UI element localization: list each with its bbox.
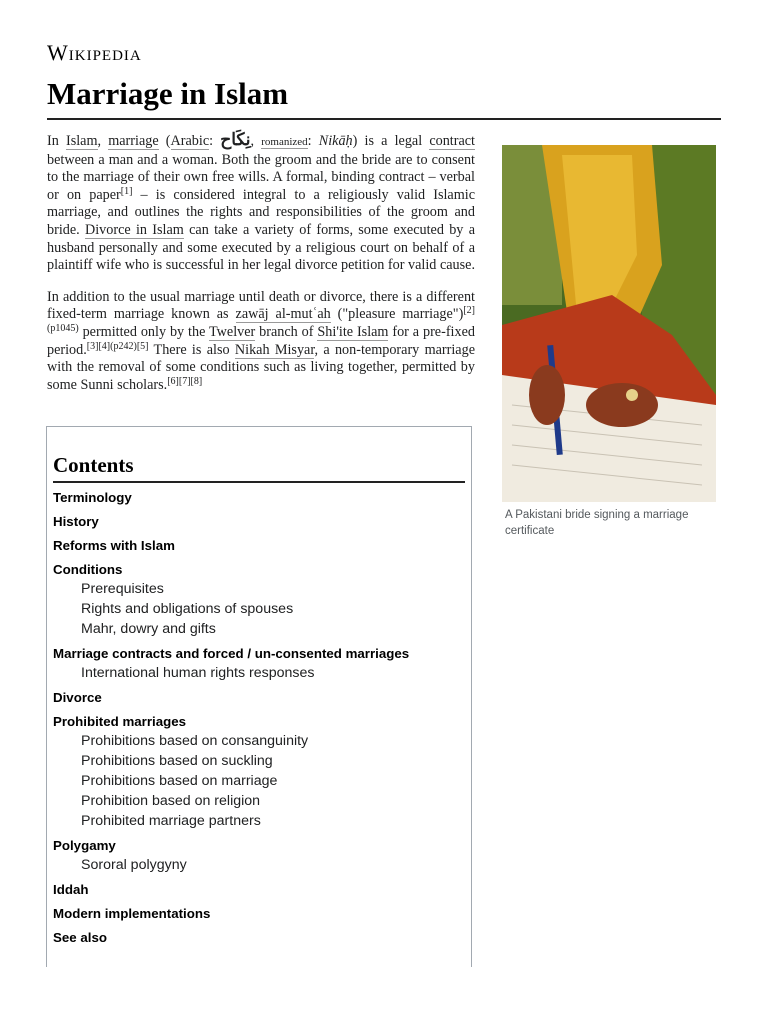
toc-item [53,837,471,875]
toc-link[interactable]: Terminology [53,490,132,505]
photo-illustration [502,145,716,502]
ref-4[interactable]: [4] [98,340,111,352]
toc-item [53,929,471,947]
text: ( [158,133,171,149]
toc-link[interactable]: Conditions [53,562,123,577]
text: There is also [148,341,235,358]
toc-title: Contents [53,453,465,483]
arabic-term: نِكَاح [220,130,251,149]
link-arabic[interactable]: Arabic [170,133,210,149]
toc-link[interactable]: History [53,514,99,529]
toc-sublist [53,731,471,831]
link-nikah-misyar[interactable]: Nikah Misyar [234,341,315,358]
toc-subitem[interactable]: Prerequisites [81,581,164,597]
toc-item [53,489,471,507]
intro-paragraph-1 [47,131,475,275]
ref-2-page: (p1045) [47,322,79,334]
toc-subitem[interactable]: Prohibition based on religion [81,793,261,809]
text: In [47,133,66,149]
toc-sublist [53,855,471,875]
toc-link[interactable]: Marriage contracts and forced / un-consented marriages [53,646,410,661]
ref-3[interactable]: [3] [86,340,99,352]
toc-subitem[interactable]: Mahr, dowry and gifts [81,621,216,637]
text: branch of [255,323,318,340]
toc-link[interactable]: Reforms with Islam [53,538,175,553]
toc-link[interactable]: Divorce [53,690,102,705]
toc-subitem[interactable]: International human rights responses [81,665,315,681]
text: – is considered integral to a religiously valid Islamic marriage, and outlines the rights and responsibilities of the groom and bride. [47,186,475,238]
photo-caption: A Pakistani bride signing a marriage certificate [505,509,689,537]
toc-list [53,489,471,947]
toc-subitem[interactable]: Prohibitions based on suckling [81,753,273,769]
toc-item [53,561,471,639]
toc-item [53,905,471,923]
toc-link[interactable]: Polygamy [53,838,116,853]
bride-signing-photo[interactable] [502,145,716,502]
ref-4-page: (p242) [110,340,137,352]
text: : [209,133,221,149]
text: ) is a legal [352,133,430,149]
toc-link[interactable]: See also [53,930,107,945]
text: In addition to the usual marriage until death or divorce, there is a different fixed-term marriage known as [47,288,475,323]
link-shiite-islam[interactable]: Shi'ite Islam [317,323,389,340]
toc-sublist [53,663,471,683]
toc-subitem[interactable]: Prohibitions based on marriage [81,773,278,789]
toc-item [53,689,471,707]
toc-item [53,713,471,831]
text: can take a variety of forms, some executed by a husband personally and some executed by a religious court on behalf of a plaintiff wife who is successful in her legal divorce petition for valid cause. [47,221,475,274]
text: ("pleasure marriage") [330,306,464,323]
intro-paragraph-2 [47,289,475,395]
ref-5[interactable]: [5] [136,340,149,352]
toc-sublist [53,579,471,639]
text: , [97,133,109,149]
text: : [307,133,319,149]
toc-item [53,513,471,531]
toc-item [53,645,471,683]
ref-2-num[interactable]: [2] [463,305,475,317]
toc-item [53,881,471,899]
toc-subitem[interactable]: Prohibitions based on consanguinity [81,733,309,749]
link-contract[interactable]: contract [429,133,475,149]
text: , [250,133,262,149]
link-zawaj-al-mutah[interactable]: zawāj al-mutʿah [235,306,331,323]
ref-1[interactable]: [1] [120,185,133,197]
article-body [47,131,475,408]
wikipedia-wordmark[interactable]: Wikipedia [47,40,142,65]
ref-3-4-5[interactable] [87,341,149,352]
infobox [502,145,716,539]
toc-link[interactable]: Prohibited marriages [53,714,187,729]
text: between a man and a woman. Both the groom and the bride are to consent to the marriage of their own free wills. A formal, binding contract – verbal or on paper [47,151,475,203]
link-islam[interactable]: Islam [65,133,98,149]
ref-6-7-8[interactable]: [6][7][8] [167,375,203,387]
toc-subitem[interactable]: Prohibited marriage partners [81,813,261,829]
toc-item [53,537,471,555]
link-marriage[interactable]: marriage [108,133,159,149]
link-romanized[interactable]: romanized [261,136,308,148]
table-of-contents [46,426,472,967]
link-divorce-in-islam[interactable]: Divorce in Islam [84,221,184,238]
romanized-term: Nikāḥ [318,133,353,149]
text: , a non-temporary marriage with the removal of some conditions such as living together, permitted by some Sunni scholars. [47,341,475,393]
text: permitted only by the [78,323,209,340]
toc-subitem[interactable]: Sororal polygyny [81,857,187,873]
toc-link[interactable]: Iddah [53,882,89,897]
link-twelver[interactable]: Twelver [209,323,256,340]
text: for a pre-fixed period. [47,323,475,358]
toc-link[interactable]: Modern implementations [53,906,211,921]
toc-subitem[interactable]: Rights and obligations of spouses [81,601,294,617]
page-title: Marriage in Islam [47,74,721,120]
